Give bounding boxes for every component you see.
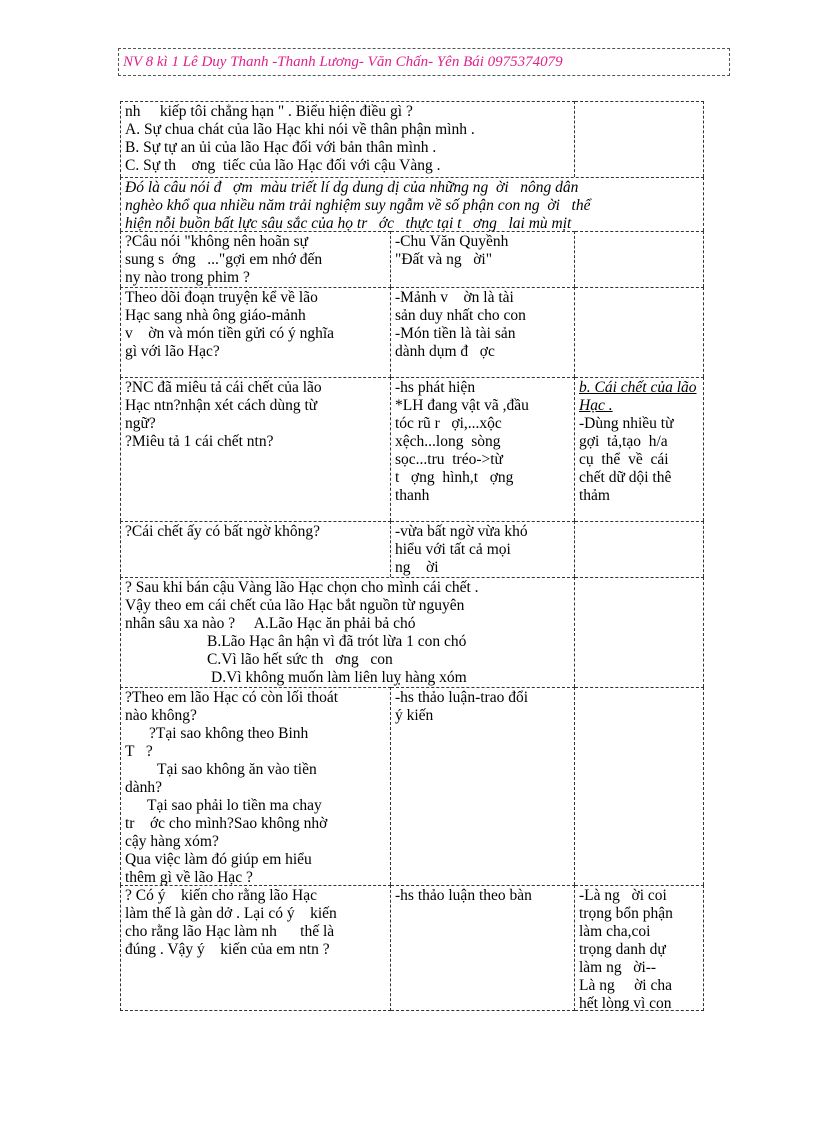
- text-line: D.Vì không muốn làm liên luỵ hàng xóm: [211, 669, 467, 686]
- text-line: gợi tả,tạo h/a: [579, 433, 668, 450]
- text-line: Qua việc làm đó giúp em hiểu: [125, 851, 312, 868]
- text-line: -hs thảo luận theo bàn: [395, 887, 532, 904]
- lesson-table: [120, 101, 704, 1011]
- header-text: NV 8 kì 1 Lê Duy Thanh -Thanh Lương- Văn Chấn- Yên Bái 0975374079: [123, 53, 563, 70]
- text-line: ?Cái chết ấy có bất ngờ không?: [125, 523, 320, 540]
- text-line: trọng danh dự: [579, 941, 666, 958]
- text-line: -Món tiền là tài sản: [395, 325, 516, 342]
- student-cell: [391, 521, 575, 577]
- text-line: ? Sau khi bán cậu Vàng lão Hạc chọn cho mình cái chết .: [125, 579, 479, 596]
- text-line: Hạc ntn?nhận xét cách dùng từ: [125, 397, 318, 414]
- text-line: ny nào trong phim ?: [125, 269, 250, 286]
- text-line: làm thế là gàn dở . Lại có ý kiến: [125, 905, 337, 922]
- text-line: -hs phát hiện: [395, 379, 476, 396]
- student-cell: [391, 287, 575, 377]
- text-line: thảm: [579, 487, 610, 504]
- text-line: ?Câu nói "không nên hoãn sự: [125, 233, 309, 250]
- student-cell: [391, 231, 575, 287]
- text-line: ?NC đã miêu tả cái chết của lão: [125, 379, 322, 396]
- text-line: -hs thảo luận-trao đổi: [395, 689, 529, 706]
- table-row: [120, 177, 704, 231]
- table-row: [120, 521, 704, 577]
- table-row: [120, 287, 704, 377]
- text-line: "Đất và ng ời": [395, 251, 493, 268]
- text-line: *LH đang vật vã ,đầu: [395, 397, 529, 414]
- teacher-cell: [120, 377, 391, 521]
- question-cell: [120, 577, 575, 687]
- text-line: cậy hàng xóm?: [125, 833, 219, 850]
- text-line: chết dữ dội thê: [579, 469, 672, 486]
- text-line: Đó là câu nói đ ợm màu triết lí dg dung dị của những ng ời nông dân: [125, 179, 579, 196]
- text-line: Là ng ời cha: [579, 977, 672, 994]
- text-line: hiểu với tất cả mọi: [395, 541, 511, 558]
- text-line: xệch...long sòng: [395, 433, 501, 450]
- text-line: làm ng ời--: [579, 959, 657, 976]
- text-line: ?Miêu tả 1 cái chết ntn?: [125, 433, 274, 450]
- summary-cell: [575, 687, 704, 885]
- text-line: Hạc sang nhà ông giáo-mảnh: [125, 307, 306, 324]
- text-line: cho rằng lão Hạc làm nh thế là: [125, 923, 335, 940]
- text-line: -Mảnh v ờn là tài: [395, 289, 514, 306]
- text-line: -Dùng nhiều từ: [579, 415, 674, 432]
- table-row: [120, 231, 704, 287]
- table-row: [120, 377, 704, 521]
- text-line: C.Vì lão hết sức th ơng con: [207, 651, 393, 668]
- text-line: trọng bổn phận: [579, 905, 673, 922]
- teacher-cell: [120, 885, 391, 1011]
- text-line: -Là ng ời coi: [579, 887, 667, 904]
- text-line: làm cha,coi: [579, 923, 651, 940]
- student-cell: [391, 687, 575, 885]
- text-line: -vừa bất ngờ vừa khó: [395, 523, 528, 540]
- summary-cell: [575, 231, 704, 287]
- text-line: dành dụm đ ợc: [395, 343, 495, 360]
- text-line: sung s ớng ..."gợi em nhớ đến: [125, 251, 323, 268]
- text-line: sọc...tru tréo->từ: [395, 451, 503, 468]
- text-line: thêm gì về lão Hạc ?: [125, 869, 253, 885]
- page-header: [118, 48, 730, 76]
- text-line: ? Có ý kiến cho rằng lão Hạc: [125, 887, 317, 904]
- section-heading: b. Cái chết của lão Hạc .: [579, 379, 697, 414]
- text-line: t ợng hình,t ợng: [395, 469, 514, 486]
- teacher-cell: [120, 521, 391, 577]
- empty-cell: [575, 101, 704, 177]
- text-line: v ờn và món tiền gửi có ý nghĩa: [125, 325, 335, 342]
- student-cell: [391, 885, 575, 1011]
- text-line: Theo dõi đoạn truyện kể về lão: [125, 289, 318, 306]
- table-row: [120, 885, 704, 1011]
- text-line: ng ời: [395, 559, 439, 576]
- table-row: [120, 687, 704, 885]
- text-line: tóc rũ r ợi,...xộc: [395, 415, 502, 432]
- summary-cell: [575, 577, 704, 687]
- text-line: đúng . Vậy ý kiến của em ntn ?: [125, 941, 330, 958]
- text-line: gì với lão Hạc?: [125, 343, 220, 360]
- summary-cell: [575, 521, 704, 577]
- summary-cell: [575, 287, 704, 377]
- text-line: A. Sự chua chát của lão Hạc khi nói về thân phận mình .: [125, 121, 475, 138]
- text-line: Tại sao không ăn vào tiền: [157, 761, 317, 778]
- text-line: cụ thể về cái: [579, 451, 669, 468]
- summary-cell: [575, 377, 704, 521]
- teacher-cell: [120, 287, 391, 377]
- text-line: -Chu Văn Quyềnh: [395, 233, 509, 250]
- text-line: T ?: [125, 743, 153, 760]
- table-row: [120, 577, 704, 687]
- text-line: ?Tại sao không theo Binh: [149, 725, 309, 742]
- student-cell: [391, 377, 575, 521]
- teacher-cell: [120, 231, 391, 287]
- text-line: sản duy nhất cho con: [395, 307, 526, 324]
- text-line: tr ớc cho mình?Sao không nhờ: [125, 815, 328, 832]
- table-row: [120, 101, 704, 177]
- text-line: nào không?: [125, 707, 197, 724]
- text-line: nh kiếp tôi chẳng hạn " . Biểu hiện điều gì ?: [125, 103, 413, 120]
- note-cell: [120, 177, 704, 231]
- text-line: ?Theo em lão Hạc có còn lối thoát: [125, 689, 339, 706]
- text-line: hiện nỗi buồn bất lực sâu sắc của họ tr ớc thực tại t ơng lai mù mịt: [125, 215, 572, 231]
- question-cell: [120, 101, 575, 177]
- text-line: Tại sao phải lo tiền ma chay: [147, 797, 322, 814]
- teacher-cell: [120, 687, 391, 885]
- text-line: B. Sự tự an ủi của lão Hạc đối với bản thân mình .: [125, 139, 437, 156]
- text-line: Vậy theo em cái chết của lão Hạc bắt nguồn từ nguyên: [125, 597, 465, 614]
- text-line: B.Lão Hạc ân hận vì đã trót lừa 1 con chó: [207, 633, 467, 650]
- text-line: thanh: [395, 487, 430, 504]
- text-line: ý kiến: [395, 707, 434, 724]
- summary-cell: [575, 885, 704, 1011]
- text-line: nhân sâu xa nào ? A.Lão Hạc ăn phải bả chó: [125, 615, 416, 632]
- text-line: nghèo khổ qua nhiều năm trải nghiệm suy ngẫm về số phận con ng ời thể: [125, 197, 591, 214]
- text-line: C. Sự th ơng tiếc của lão Hạc đối với cậu Vàng .: [125, 157, 441, 174]
- text-line: ngữ?: [125, 415, 156, 432]
- text-line: hết lòng vì con: [579, 995, 672, 1011]
- text-line: dành?: [125, 779, 163, 796]
